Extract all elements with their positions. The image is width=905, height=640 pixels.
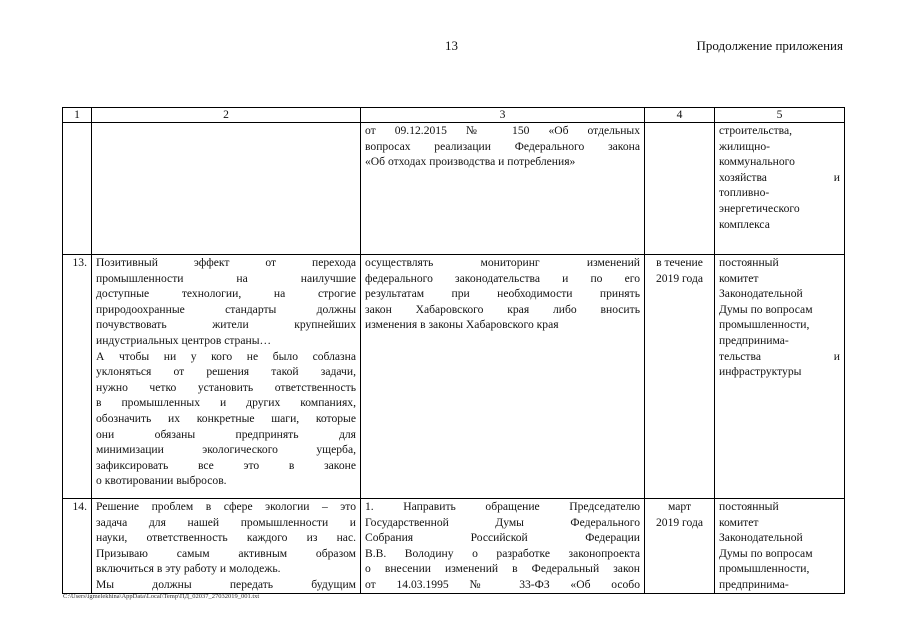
issue-line: Решение проблем в сфере экологии – это [96, 500, 356, 513]
column-header: 2 [92, 108, 361, 123]
responsible-line: жилищно- [719, 139, 770, 153]
issue-line: уклоняться от решения такой задачи, [96, 365, 356, 379]
action-line: вопросах реализации Федерального закона [365, 139, 640, 153]
action-cell [361, 499, 645, 594]
deadline-cell [645, 123, 715, 255]
column-header: 1 [63, 108, 92, 123]
column-header: 4 [645, 108, 715, 123]
issue-line: А чтобы ни у кого не было соблазна [96, 349, 356, 363]
table-row [63, 255, 845, 499]
row-number [63, 123, 92, 255]
issue-line: включиться в эту работу и молодежь. [96, 562, 281, 576]
issue-cell [92, 255, 361, 499]
responsible-line: инфраструктуры [719, 365, 802, 379]
action-line: Собрания Российской Федерации [365, 531, 640, 545]
issue-line: индустриальных центров страны… [96, 333, 272, 347]
action-line: «Об отходах производства и потребления» [365, 155, 576, 169]
responsible-line: хозяйства и [719, 170, 840, 184]
deadline-cell [645, 255, 715, 499]
responsible-line: предпринима- [719, 577, 789, 591]
action-line: от 09.12.2015 № 150 «Об отдельных [365, 124, 640, 137]
responsible-line: комитет [719, 271, 759, 285]
responsible-line: постоянный [719, 256, 779, 269]
issue-cell [92, 123, 361, 255]
responsible-line: комитет [719, 515, 759, 529]
deadline-cell [645, 499, 715, 594]
action-line: осуществлять мониторинг изменений [365, 256, 640, 269]
responsible-cell [715, 123, 845, 255]
responsible-line: предпринима- [719, 333, 789, 347]
table-row [63, 123, 845, 255]
issue-line: в промышленных и других компаниях, [96, 396, 356, 410]
continuation-note: Продолжение приложения [696, 38, 843, 53]
action-line: Государственной Думы Федерального [365, 515, 640, 529]
row-number: 14. [63, 499, 92, 594]
appendix-table [62, 107, 845, 594]
issue-line: Призываю самым активным образом [96, 546, 356, 560]
action-cell [361, 123, 645, 255]
issue-line: промышленности на наилучшие [96, 271, 356, 285]
action-line: изменения в законы Хабаровского края [365, 318, 559, 332]
action-line: закон Хабаровского края либо вносить [365, 302, 640, 316]
issue-line: Мы должны передать будущим [96, 577, 356, 591]
action-line: о внесении изменений в Федеральный закон [365, 562, 640, 576]
issue-line: задача для нашей промышленности и [96, 515, 356, 529]
responsible-line: Законодательной [719, 531, 803, 545]
responsible-line: Законодательной [719, 287, 803, 301]
issue-line: минимизации экологического ущерба, [96, 443, 356, 457]
issue-line: доступные технологии, на строгие [96, 287, 356, 301]
page-number: 13 [445, 38, 458, 53]
deadline-line: 2019 года [655, 515, 704, 529]
responsible-line: Думы по вопросам [719, 546, 813, 560]
issue-line: обозначить их конкретные шаги, которые [96, 411, 356, 425]
table-row [63, 499, 845, 594]
issue-line: нужно четко установить ответственность [96, 380, 356, 394]
issue-line: о квотировании выбросов. [96, 474, 227, 488]
responsible-line: коммунального [719, 155, 795, 169]
issue-line: природоохранные стандарты должны [96, 302, 356, 316]
issue-line: они обязаны предпринять для [96, 427, 356, 441]
responsible-line: постоянный [719, 500, 779, 513]
deadline-line: в течение [656, 256, 703, 269]
issue-line: науки, ответственность каждого из нас. [96, 531, 356, 545]
action-line: от 14.03.1995 № 33-ФЗ «Об особо [365, 577, 640, 591]
action-cell [361, 255, 645, 499]
action-line: В.В. Володину о разработке законопроекта [365, 546, 640, 560]
responsible-cell [715, 255, 845, 499]
table-header-row [63, 108, 845, 123]
deadline-line: март [667, 500, 692, 513]
row-number: 13. [63, 255, 92, 499]
responsible-line: комплекса [719, 217, 770, 231]
action-line: 1. Направить обращение Председателю [365, 500, 640, 513]
column-header: 3 [361, 108, 645, 123]
issue-line: почувствовать жители крупнейших [96, 318, 356, 332]
issue-line: зафиксировать все это в законе [96, 458, 356, 472]
issue-cell [92, 499, 361, 594]
issue-line: Позитивный эффект от перехода [96, 256, 356, 269]
responsible-line: топливно- [719, 186, 770, 200]
responsible-line: строительства, [719, 124, 793, 137]
action-line: результатам при необходимости принять [365, 287, 640, 301]
responsible-line: энергетического [719, 201, 800, 215]
responsible-line: тельства и [719, 349, 840, 363]
responsible-line: Думы по вопросам [719, 302, 813, 316]
column-header: 5 [715, 108, 845, 123]
deadline-line: 2019 года [655, 271, 704, 285]
action-line: федерального законодательства и по его [365, 271, 640, 285]
file-path-footer: C:\Users\igmelekhina\AppData\Local\Temp\ПД_02037_27032019_001.txt [63, 593, 260, 600]
responsible-cell [715, 499, 845, 594]
responsible-line: промышленности, [719, 562, 810, 576]
responsible-line: промышленности, [719, 318, 810, 332]
